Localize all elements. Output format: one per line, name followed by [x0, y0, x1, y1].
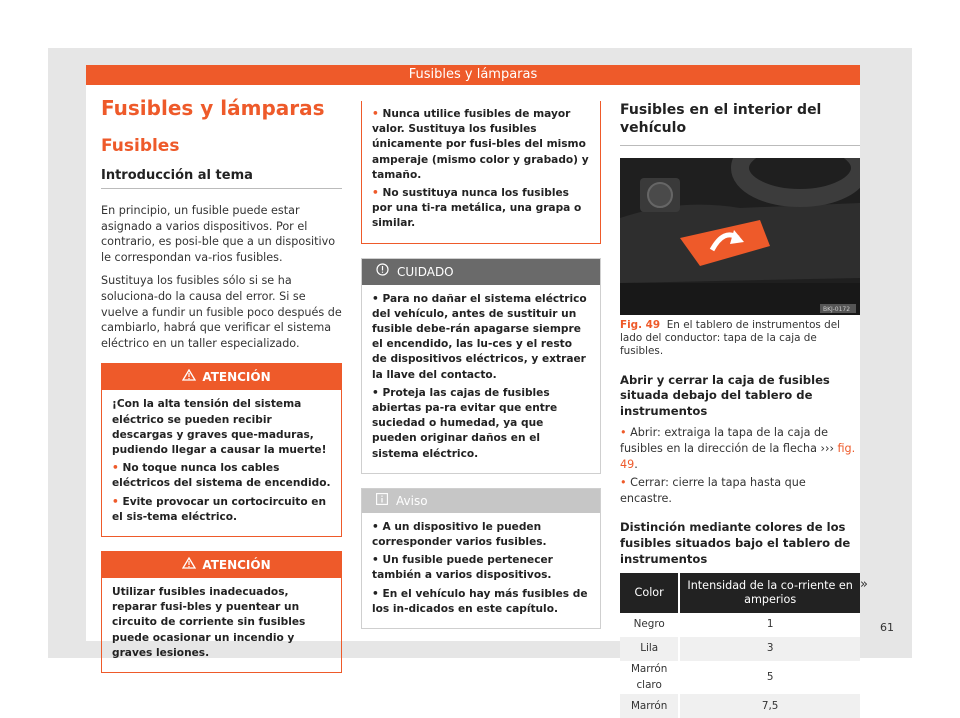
column-2 — [361, 101, 601, 629]
intro-paragraph-2: Sustituya los fusibles sólo si se ha soluciona-do la causa del error. Si se vuelve a fundir un fusible poco después de cambiarlo, habrá que verificar el sistema eléctrico en un taller especializado. — [101, 274, 342, 350]
figure-label: Fig. 49 — [620, 319, 661, 331]
caution-box — [361, 258, 601, 474]
caption-text: En el tablero de instrumentos del lado del conductor: tapa de la caja de fusibles. — [620, 319, 841, 358]
caution-bullet: • Para no dañar el sistema eléctrico del vehículo, antes de sustituir un fusible debe-rán apagarse siempre el encendido, las lu-ces y el resto de dispositivos eléctricos, y extraer la llave del contacto. — [372, 292, 587, 381]
warning-bullet: • Nunca utilice fusibles de mayor valor. Sustituya los fusibles únicamente por fusi-bles del mismo amperaje (mismo color y grabado) y tamaño. — [372, 108, 589, 181]
page-number: 61 — [880, 621, 894, 634]
caution-icon — [376, 259, 389, 285]
warning-header — [102, 364, 341, 390]
table-header-row — [620, 573, 860, 613]
note-label: Aviso — [396, 493, 428, 508]
warning-label: ATENCIÓN — [202, 557, 271, 572]
note-header — [362, 489, 600, 513]
table-row — [620, 637, 860, 661]
warning-box-2 — [101, 551, 342, 673]
warning-box-continued — [361, 101, 601, 244]
close-instruction: • Cerrar: cierre la tapa hasta que encastre. — [620, 476, 806, 505]
intro-paragraph-1: En principio, un fusible puede estar asignado a varios dispositivos. Por el contrario, es posi-ble que a un dispositivo le correspondan va-rios fusibles. — [101, 204, 336, 264]
fuse-box-photo — [620, 158, 860, 315]
warning-body — [102, 578, 341, 672]
table-cell: 7,5 — [679, 694, 860, 718]
bullet-text: Un fusible puede pertenecer también a varios dispositivos. — [372, 554, 553, 582]
note-box — [361, 488, 601, 629]
bullet-text: No toque nunca los cables eléctricos del sistema de encendido. — [112, 462, 331, 490]
table-cell: 3 — [679, 637, 860, 661]
figure-link[interactable]: fig. 49 — [620, 441, 856, 471]
table-cell: Negro — [620, 613, 679, 637]
note-bullet: • Un fusible puede pertenecer también a varios dispositivos. — [372, 554, 553, 582]
open-text: Abrir: extraiga la tapa de la caja de fusibles en la dirección de la flecha — [620, 426, 828, 455]
table-row — [620, 694, 860, 718]
warning-body — [362, 101, 600, 243]
chapter-header: Fusibles y lámparas — [86, 65, 860, 85]
table-cell: Marrón — [620, 694, 679, 718]
table-cell: Lila — [620, 637, 679, 661]
table-cell: 5 — [766, 670, 774, 683]
continue-marker: » — [860, 577, 868, 592]
section-title: Fusibles en el interior del vehículo — [620, 101, 860, 146]
table-cell: Marrón claro — [620, 661, 679, 694]
subheading-open-close: Abrir y cerrar la caja de fusibles situada debajo del tablero de instrumentos — [620, 372, 830, 418]
warning-box-1 — [101, 363, 342, 537]
bullet-text: Nunca utilice fusibles de mayor valor. Sustituya los fusibles únicamente por fusi-bles del mismo amperaje (mismo color y grabado) y tamaño. — [372, 108, 589, 181]
warning-icon — [182, 552, 196, 578]
column-3 — [620, 101, 860, 718]
caution-label: CUIDADO — [397, 264, 454, 279]
table-cell: 1 — [766, 618, 774, 631]
warning-bullet: • Evite provocar un cortocircuito en el sis-tema eléctrico. — [112, 495, 327, 523]
warning-icon — [182, 364, 196, 390]
warning-body — [102, 390, 341, 536]
warning-bullet: • No sustituya nunca los fusibles por una ti-ra metálica, una grapa o similar. — [372, 187, 582, 230]
warning-header — [102, 552, 341, 578]
subsection-title: Introducción al tema — [101, 167, 342, 189]
caution-header — [362, 259, 600, 285]
ref-arrow: ››› — [820, 441, 834, 455]
caution-bullet: • Proteja las cajas de fusibles abiertas pa-ra evitar que entre suciedad o humedad, ya que pueden originar daños en el sistema eléctrico. — [372, 386, 558, 460]
warning-label: ATENCIÓN — [202, 370, 271, 385]
bullet-text: Para no dañar el sistema eléctrico del vehículo, antes de sustituir un fusible debe-rán apagarse siempre el encendido, las lu-ces y el resto de dispositivos eléctricos, y extraer la llave del contacto. — [372, 292, 587, 381]
figure-caption — [620, 319, 860, 359]
warning-text: Utilizar fusibles inadecuados, reparar fusi-bles y puentear un circuito de corriente sin fusibles puede ocasionar un incendio y graves lesiones. — [112, 585, 306, 659]
note-body — [362, 513, 600, 628]
info-icon — [376, 489, 388, 513]
bullet-text: A un dispositivo le pueden corresponder varios fusibles. — [372, 520, 547, 549]
caution-body — [362, 285, 600, 473]
bullet-text: Proteja las cajas de fusibles abiertas pa-ra evitar que entre suciedad o humedad, ya que pueden originar daños en el sistema eléctrico. — [372, 386, 558, 460]
fuse-color-table — [620, 573, 860, 718]
bullet-text: En el vehículo hay más fusibles de los in-dicados en este capítulo. — [372, 587, 588, 615]
note-bullet: • A un dispositivo le pueden corresponder varios fusibles. — [372, 520, 547, 549]
bullet-text: Evite provocar un cortocircuito en el sis-tema eléctrico. — [112, 495, 327, 523]
warning-text: ¡Con la alta tensión del sistema eléctrico se pueden recibir descargas y graves que-maduras, pudiendo llegar a causar la muerte! — [112, 398, 327, 456]
subheading-colors: Distinción mediante colores de los fusibles situados bajo el tablero de instrumentos — [620, 520, 851, 566]
warning-bullet: • No toque nunca los cables eléctricos del sistema de encendido. — [112, 462, 331, 490]
table-header: Color — [620, 573, 679, 613]
section-title: Fusibles — [101, 136, 180, 156]
open-instruction: • Abrir: extraiga la tapa de la caja de fusibles en la dirección de la flecha ››› fig. 49. — [620, 426, 856, 471]
table-row — [620, 613, 860, 637]
table-header: Intensidad de la co-rriente en amperios — [679, 573, 860, 613]
photo-code: BKJ-0172 — [823, 306, 851, 313]
note-bullet: • En el vehículo hay más fusibles de los in-dicados en este capítulo. — [372, 587, 588, 615]
chapter-title: Fusibles y lámparas — [101, 96, 325, 120]
bullet-text: No sustituya nunca los fusibles por una ti-ra metálica, una grapa o similar. — [372, 187, 582, 230]
table-row — [620, 661, 860, 694]
column-1 — [101, 95, 342, 673]
close-text: Cerrar: cierre la tapa hasta que encastre. — [620, 476, 806, 505]
